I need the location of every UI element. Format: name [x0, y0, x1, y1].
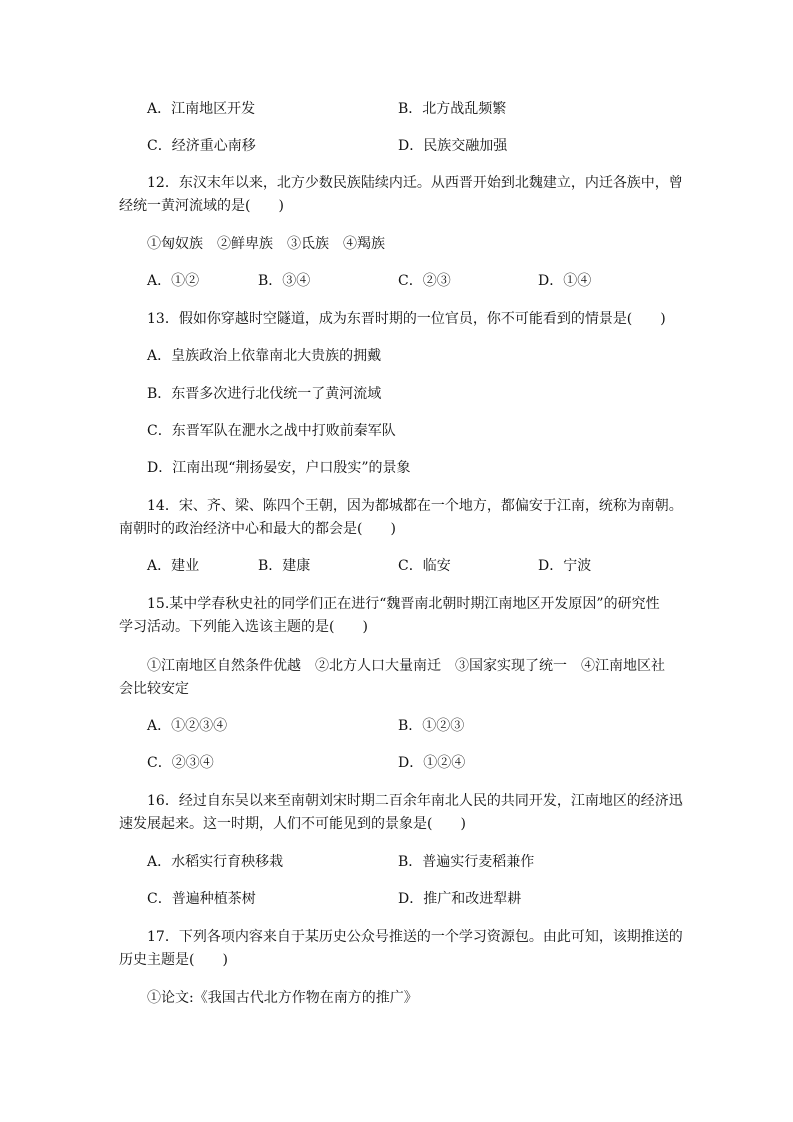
q12-option-a: A．①②	[147, 273, 200, 289]
q11-option-a: A．江南地区开发	[147, 101, 256, 117]
q15-items-line2: 会比较安定	[119, 681, 189, 697]
q12-stem-line1: 12．东汉末年以来，北方少数民族陆续内迁。从西晋开始到北魏建立，内迁各族中，曾	[147, 175, 683, 191]
q11-option-d: D．民族交融加强	[398, 138, 508, 154]
q16-option-d: D．推广和改进犁耕	[398, 891, 522, 907]
q14-option-a: A．建业	[147, 558, 200, 574]
q12-option-b: B．③④	[258, 273, 311, 289]
q16-option-a: A．水稻实行育秧移栽	[147, 854, 284, 870]
q15-items-line1: ①江南地区自然条件优越 ②北方人口大量南迁 ③国家实现了统一 ④江南地区社	[147, 658, 665, 674]
q11-option-b: B．北方战乱频繁	[398, 101, 507, 117]
q12-stem-line2: 经统一黄河流域的是( )	[119, 198, 284, 214]
q17-stem-line1: 17．下列各项内容来自于某历史公众号推送的一个学习资源包。由此可知，该期推送的	[147, 929, 683, 945]
q12-items: ①匈奴族 ②鲜卑族 ③氐族 ④羯族	[147, 236, 385, 252]
q13-stem: 13．假如你穿越时空隧道，成为东晋时期的一位官员，你不可能看到的情景是( )	[147, 311, 666, 327]
q14-stem-line2: 南朝时的政治经济中心和最大的都会是( )	[119, 521, 396, 537]
q17-item-1: ①论文:《我国古代北方作物在南方的推广》	[147, 990, 418, 1006]
q13-option-a: A．皇族政治上依靠南北大贵族的拥戴	[147, 348, 382, 364]
q15-option-a: A．①②③④	[147, 718, 228, 734]
q14-stem-line1: 14．宋、齐、梁、陈四个王朝，因为都城都在一个地方，都偏安于江南，统称为南朝。	[147, 498, 683, 514]
q13-option-b: B．东晋多次进行北伐统一了黄河流域	[147, 386, 382, 402]
q14-option-c: C．临安	[398, 558, 451, 574]
q16-stem-line2: 速发展起来。这一时期，人们不可能见到的景象是( )	[119, 816, 466, 832]
q12-option-c: C．②③	[398, 273, 451, 289]
q16-option-c: C．普遍种植茶树	[147, 891, 256, 907]
q13-option-c: C．东晋军队在淝水之战中打败前秦军队	[147, 423, 396, 439]
q15-stem-line2: 学习活动。下列能入选该主题的是( )	[119, 619, 368, 635]
q15-option-b: B．①②③	[398, 718, 465, 734]
q15-stem-line1: 15.某中学春秋史社的同学们正在进行“魏晋南北朝时期江南地区开发原因”的研究性	[147, 596, 660, 612]
q17-stem-line2: 历史主题是( )	[119, 952, 228, 968]
q16-option-b: B．普遍实行麦稻兼作	[398, 854, 535, 870]
q13-option-d: D．江南出现“荆扬晏安，户口殷实”的景象	[147, 460, 411, 476]
q15-option-d: D．①②④	[398, 755, 466, 771]
q11-option-c: C．经济重心南移	[147, 138, 256, 154]
q12-option-d: D．①④	[538, 273, 592, 289]
q14-option-b: B．建康	[258, 558, 311, 574]
q14-option-d: D．宁波	[538, 558, 592, 574]
q15-option-c: C．②③④	[147, 755, 214, 771]
q16-stem-line1: 16．经过自东吴以来至南朝刘宋时期二百余年南北人民的共同开发，江南地区的经济迅	[147, 793, 683, 809]
